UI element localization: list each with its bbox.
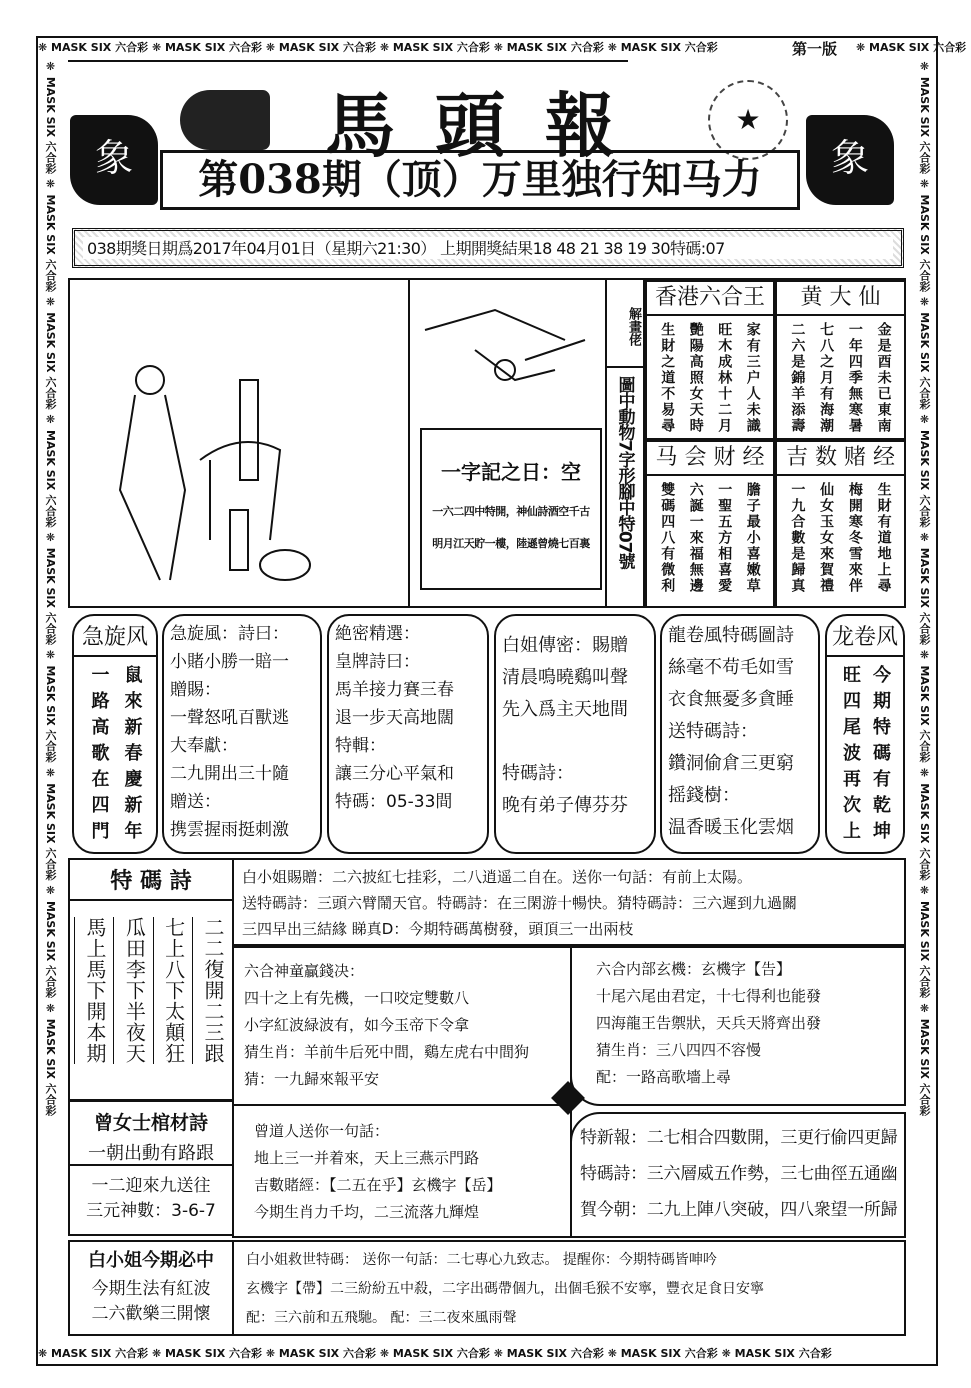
border-text: ❋ MASK SIX 六合彩 [44, 644, 57, 763]
text-line: 先入爲主天地間 [502, 699, 628, 720]
verse-column: 鼠來新春慶新年 [121, 665, 143, 847]
border-text: ❋ MASK SIX 六合彩 [918, 762, 931, 881]
border-text: ❋ MASK SIX 六合彩 [489, 1347, 604, 1360]
text-line: 小字紅波緑波有，如今玉帝下令拿 [244, 1016, 470, 1034]
left-flag: 象 [70, 115, 158, 205]
verse-column: 七八之月有海潮 [818, 322, 835, 434]
prediction-table-title: 香港六合王 [647, 282, 773, 316]
verse-column: 瓜田李下半夜天 [113, 917, 149, 1064]
prediction-table-columns [777, 316, 904, 440]
prediction-table-title: 马 会 财 经 [647, 442, 773, 476]
text-line: 絶密精選： [335, 624, 420, 644]
verse-column: 生財之道不易尋 [659, 322, 676, 434]
text-line: 大奉獻： [170, 736, 238, 756]
baijie-secret-box [494, 614, 656, 854]
illustration-divider [408, 280, 410, 606]
jixuanfeng-poem-box [162, 614, 322, 854]
tema-poem-columns [70, 901, 232, 1080]
official-seal: ★ [708, 80, 788, 160]
verse-column: 一年四季無寒暑 [846, 322, 863, 434]
longjuanfeng-columns [827, 657, 903, 855]
text-line: 鑽洞偷倉三更窮 [668, 753, 794, 774]
text-line: 十尾六尾由君定，十七得利也能發 [596, 987, 822, 1005]
text-line: 白小姐賜贈：二六披紅七挂彩，二八逍遥二自在。送你一句話：有前上太陽。 [242, 868, 753, 886]
bai-today-box [68, 1240, 234, 1336]
prediction-table [645, 440, 775, 608]
yier-line: 三元神數：3-6-7 [86, 1201, 216, 1221]
verse-column: 艷陽高照女天時 [687, 322, 704, 434]
border-text: ❋ MASK SIX 六合彩 [38, 41, 149, 54]
verse-column: 二二復開二三跟 [192, 917, 228, 1064]
border-strip-top-right [856, 38, 968, 58]
verse-column: 二六是錦羊添壽 [789, 322, 806, 434]
bai-today-title: 白小姐今期必中 [88, 1250, 214, 1271]
text-line: 清晨鳴曉鷄叫聲 [502, 667, 628, 688]
jixuanfeng-columns [74, 657, 156, 855]
draw-info-bar [72, 228, 904, 268]
riders-illustration [415, 290, 600, 410]
border-text: ❋ MASK SIX 六合彩 [44, 409, 57, 528]
zeng-coffin-poem-box [68, 1100, 234, 1166]
verse-column: 梅開寒冬雪來伴 [846, 482, 863, 594]
zeng-line: 一朝出動有路跟 [88, 1143, 214, 1164]
text-line: 摇錢樹： [668, 785, 740, 806]
verse-column: 旺四尾波再次上 [840, 665, 861, 847]
border-text: ❋ MASK SIX 六合彩 [262, 1347, 376, 1360]
border-text: ❋ MASK SIX 六合彩 [148, 1347, 263, 1360]
text-line: 特碼：05-33間 [335, 792, 453, 812]
text-line: 携雲握雨挺刺激 [170, 820, 289, 840]
text-line: 配：一路高歌墻上尋 [596, 1068, 732, 1086]
zeng-title: 曾女士棺材詩 [93, 1112, 208, 1134]
riddle-line: 一六二四中特開，神仙詩酒空千古 [432, 505, 590, 518]
yier-box [68, 1164, 234, 1236]
jiushi-box [232, 1240, 906, 1336]
text-line: 温香暖玉化雲烟 [668, 817, 794, 838]
prediction-table [775, 440, 906, 608]
verse-column: 膽子最小喜嫩草 [744, 482, 761, 594]
text-line: 贈送： [170, 792, 221, 812]
verse-column: 七上八下太顛狂 [153, 917, 189, 1064]
verse-column: 一路高歌在四門 [88, 665, 110, 847]
text-line: 絲毫不苟毛如雪 [668, 657, 794, 678]
border-text: ❋ MASK SIX 六合彩 [375, 41, 490, 54]
border-text: ❋ MASK SIX 六合彩 [44, 60, 57, 174]
prediction-table-columns [647, 316, 773, 440]
tema-poem-title: 特 碼 詩 [70, 860, 232, 901]
prediction-table-columns [647, 476, 773, 600]
border-text: ❋ MASK SIX 六合彩 [44, 291, 57, 410]
text-line: 吉數賭經：【二五在乎】玄機字【岳】 [254, 1176, 502, 1194]
text-line: 馬羊接力賽三春 [335, 680, 454, 700]
verse-column: 一九合數是歸真 [789, 482, 806, 594]
text-line: 賀今朝：二九上陣八突破，四八衆望一所歸 [580, 1200, 898, 1220]
jixuanfeng-box [72, 614, 158, 854]
longjuanfeng-poem-box [660, 614, 820, 854]
border-strip-right [914, 60, 934, 1344]
horse-head-logo [180, 90, 270, 150]
text-line: 龍卷風特碼圖詩 [668, 625, 794, 646]
newspaper-title: 馬頭報 [325, 84, 655, 167]
border-text: ❋ MASK SIX 六合彩 [489, 41, 604, 54]
riddle-title: 一字記之日：空 [441, 460, 581, 484]
text-line [502, 726, 648, 758]
border-text: ❋ MASK SIX 六合彩 [262, 41, 376, 54]
prediction-table-title: 吉 数 赌 经 [777, 442, 904, 476]
verse-column: 馬上馬下開本期 [74, 917, 110, 1064]
text-line: 六合神童贏錢决： [244, 962, 365, 980]
border-text: ❋ MASK SIX 六合彩 [44, 527, 57, 645]
border-text: ❋ MASK SIX 六合彩 [918, 880, 931, 999]
side-label-column [605, 280, 645, 606]
text-line: 猜生肖：羊前牛后死中間，鷄左虎右中間狗 [244, 1043, 530, 1061]
riddle-box [420, 428, 602, 590]
border-text: ❋ MASK SIX 六合彩 [918, 291, 931, 410]
text-line: 二九開出三十隨 [170, 764, 289, 784]
verse-column: 旺木成林十二月 [716, 322, 733, 434]
bai-today-line: 二六歡樂三開懷 [91, 1304, 211, 1324]
draw-info-text: 038期獎日期爲2017年04月01日（星期六21:30） 上期開獎結果18 48 21 38 19 30特碼:07 [83, 237, 893, 259]
verse-column: 雙碼四八有微利 [659, 482, 676, 594]
longjuanfeng-title: 龙卷风 [827, 616, 903, 657]
bai-today-line: 今期生法有紅波 [91, 1279, 211, 1299]
border-text: ❋ MASK SIX 六合彩 [44, 173, 57, 292]
text-line: 配：三六前和五飛馳。 配：三二夜來風雨聲 [246, 1310, 517, 1326]
border-text: ❋ MASK SIX 六合彩 [918, 527, 931, 645]
text-line: 玄機字【帶】二三紛紛五中殺，二字出碼帶個九，出個毛猴不安寧，豐衣足食日安寧 [246, 1281, 764, 1297]
yier-line: 一二迎來九送往 [91, 1176, 211, 1196]
border-text: ❋ MASK SIX 六合彩 [918, 644, 931, 763]
jixuanfeng-title: 急旋风 [74, 616, 156, 657]
border-text: ❋ MASK SIX 六合彩 [44, 762, 57, 881]
text-line: 四十之上有先機，一口咬定雙數八 [244, 989, 470, 1007]
text-line: 贈賜： [170, 680, 221, 700]
verse-column: 今期特碼有乾坤 [870, 665, 891, 847]
border-text: ❋ MASK SIX 六合彩 [918, 409, 931, 528]
text-line: 衣食無憂多貪睡 [668, 689, 794, 710]
text-line: 一聲怒吼百獸逃 [170, 708, 289, 728]
text-line: 白姐傳密：賜贈 [502, 635, 628, 656]
text-line: 特輯： [335, 736, 386, 756]
border-strip-top [38, 38, 783, 58]
text-line: 六合内部玄機：玄機字【告】 [596, 960, 792, 978]
longjuanfeng-box [825, 614, 905, 854]
riddle-line: 明月江天貯一樓，陸遜曾燒七百裏 [432, 537, 590, 550]
text-line: 晚有弟子傳芬芬 [502, 795, 628, 816]
side-label: 圖中動物7字形腳中特07號 [614, 376, 635, 569]
text-line: 退一步天高地闊 [335, 708, 454, 728]
text-line: 送特碼詩： [668, 721, 758, 742]
text-line: 今期生肖力千均，二三流落九輝煌 [254, 1203, 480, 1221]
side-label-top: 解畫佬 [607, 286, 643, 368]
text-line: 四海龍王告禦狀，天兵天將齊出發 [596, 1014, 822, 1032]
border-strip-bottom [38, 1344, 936, 1364]
verse-column: 六誕一來福無邊 [687, 482, 704, 594]
border-text: ❋ MASK SIX 六合彩 [148, 41, 263, 54]
neibu-box [570, 946, 906, 1106]
border-text: ❋ MASK SIX 六合彩 [44, 998, 57, 1116]
border-strip-left [40, 60, 60, 1344]
text-line: 猜生肖：三八四四不容慢 [596, 1041, 762, 1059]
text-line: 小賭小勝一賠一 [170, 652, 289, 672]
border-text: ❋ MASK SIX 六合彩 [375, 1347, 490, 1360]
verse-column: 生財有道地上尋 [875, 482, 892, 594]
border-text: ❋ MASK SIX 六合彩 [918, 173, 931, 292]
issue-banner: 第038期（顶）万里独行知马力 [160, 150, 800, 210]
warrior-horse-illustration [90, 340, 350, 590]
texin-box [570, 1112, 906, 1238]
border-text: ❋ MASK SIX 六合彩 [918, 60, 931, 174]
prediction-table [775, 280, 906, 440]
border-text: ❋ MASK SIX 六合彩 [44, 880, 57, 999]
edition-label: 第一版 [786, 38, 843, 59]
zengdao-box [232, 1104, 572, 1238]
text-line: 白小姐救世特碼： 送你一句話：二七專心九致志。 提醒你：今期特碼皆呻吟 [246, 1252, 717, 1268]
text-line: 讓三分心平氣和 [335, 764, 454, 784]
text-line: 三四早出三結緣 睇真D：今期特碼萬樹發，頭頂三一出兩枝 [242, 920, 634, 938]
text-line: 送特碼詩：三頭六臂鬧天官。特碼詩：在三閑游十暢快。猜特碼詩：三六遲到九過關 [242, 894, 798, 912]
border-text: ❋ MASK SIX 六合彩 [918, 998, 931, 1116]
prediction-table-title: 黄 大 仙 [777, 282, 904, 316]
verse-column: 一聖五方相喜愛 [716, 482, 733, 594]
border-text: ❋ MASK SIX 六合彩 [603, 41, 718, 54]
verse-column: 金是酉未已東南 [875, 322, 892, 434]
shentong-box [232, 946, 572, 1106]
tema-poem-box [68, 858, 234, 1101]
text-line: 猜：一九歸來報平安 [244, 1070, 380, 1088]
border-text: ❋ MASK SIX 六合彩 [717, 1347, 832, 1360]
text-line: 皇牌詩曰： [335, 652, 420, 672]
text-line: 特碼詩： [502, 763, 574, 784]
text-line: 地上三一并着來，天上三燕示門路 [254, 1149, 480, 1167]
verse-column: 家有三户人未識 [744, 322, 761, 434]
text-line: 特碼詩：三六層威五作勢，三七曲徑五通幽 [580, 1164, 898, 1184]
border-text: ❋ MASK SIX 六合彩 [603, 1347, 718, 1360]
bai-gift-box [232, 858, 906, 946]
text-line: 曾道人送你一句話： [254, 1122, 390, 1140]
verse-column: 仙女玉女來賀禮 [818, 482, 835, 594]
text-line: 急旋風：詩曰： [170, 624, 289, 644]
prediction-table-columns [777, 476, 904, 600]
right-flag: 象 [806, 115, 894, 205]
border-text: ❋ MASK SIX 六合彩 [856, 41, 967, 54]
text-line: 特新報：二七相合四數開，三更行偷四更歸 [580, 1128, 898, 1148]
secret-selection-box [327, 614, 489, 854]
header-rule [68, 60, 628, 62]
border-text: ❋ MASK SIX 六合彩 [38, 1347, 149, 1360]
prediction-table [645, 280, 775, 440]
